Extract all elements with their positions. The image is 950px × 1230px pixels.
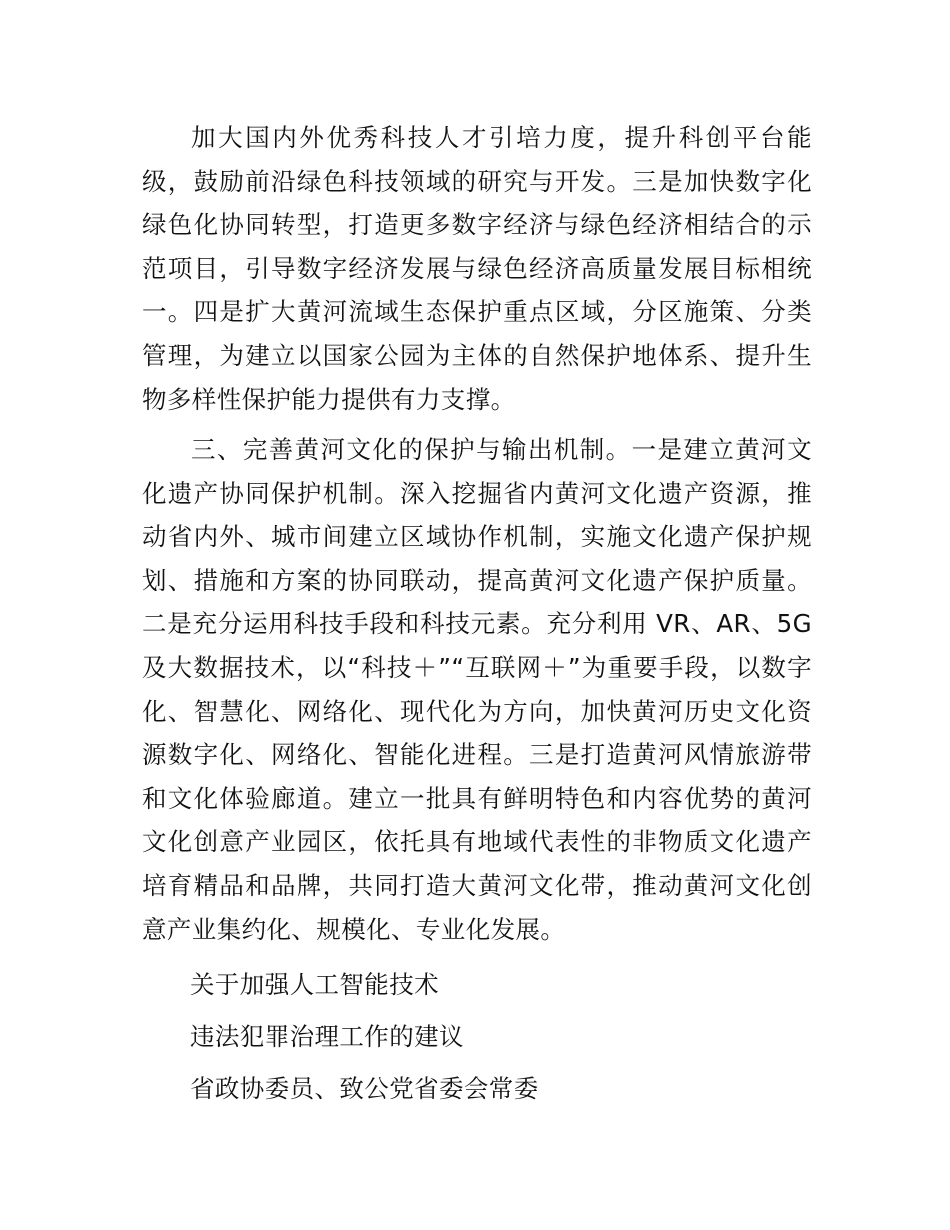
section-title-line-1 <box>190 963 860 1007</box>
title-text: 违法犯罪治理工作的建议 <box>190 1022 464 1051</box>
author-line <box>190 1067 860 1111</box>
section-title-line-2 <box>190 1015 860 1059</box>
title-text: 关于加强人工智能技术 <box>190 970 439 999</box>
paragraph-text: 加大国内外优秀科技人才引培力度，提升科创平台能级，鼓励前沿绿色科技领域的研究与开发。三是加快数字化绿色化协同转型，打造更多数字经济与绿色经济相结合的示范项目，引导数字经济发展与绿色经济高质量发展目标相统一。四是扩大黄河流域生态保护重点区域，分区施策、分类管理，为建立以国家公园为主体的自然保护地体系、提升生物多样性保护能力提供有力支撑。 <box>142 123 812 414</box>
paragraph-science-talent <box>142 116 812 421</box>
paragraph-yellow-river-culture <box>142 428 812 951</box>
paragraph-text: 三、完善黄河文化的保护与输出机制。一是建立黄河文化遗产协同保护机制。深入挖掘省内黄河文化遗产资源，推动省内外、城市间建立区域协作机制，实施文化遗产保护规划、措施和方案的协同联动，提高黄河文化遗产保护质量。二是充分运用科技手段和科技元素。充分利用 VR、AR、5G 及大数据技术，以“科技＋”“互联网＋”为重要手段，以数字化、智慧化、网络化、现代化为方向，加快黄河历史文化资源数字化、网络化、智能化进程。三是打造黄河风情旅游带和文化体验廊道。建立一批具有鲜明特色和内容优势的黄河文化创意产业园区，依托具有地域代表性的非物质文化遗产培育精品和品牌，共同打造大黄河文化带，推动黄河文化创意产业集约化、规模化、专业化发展。 <box>142 435 812 944</box>
author-text: 省政协委员、致公党省委会常委 <box>190 1074 539 1103</box>
